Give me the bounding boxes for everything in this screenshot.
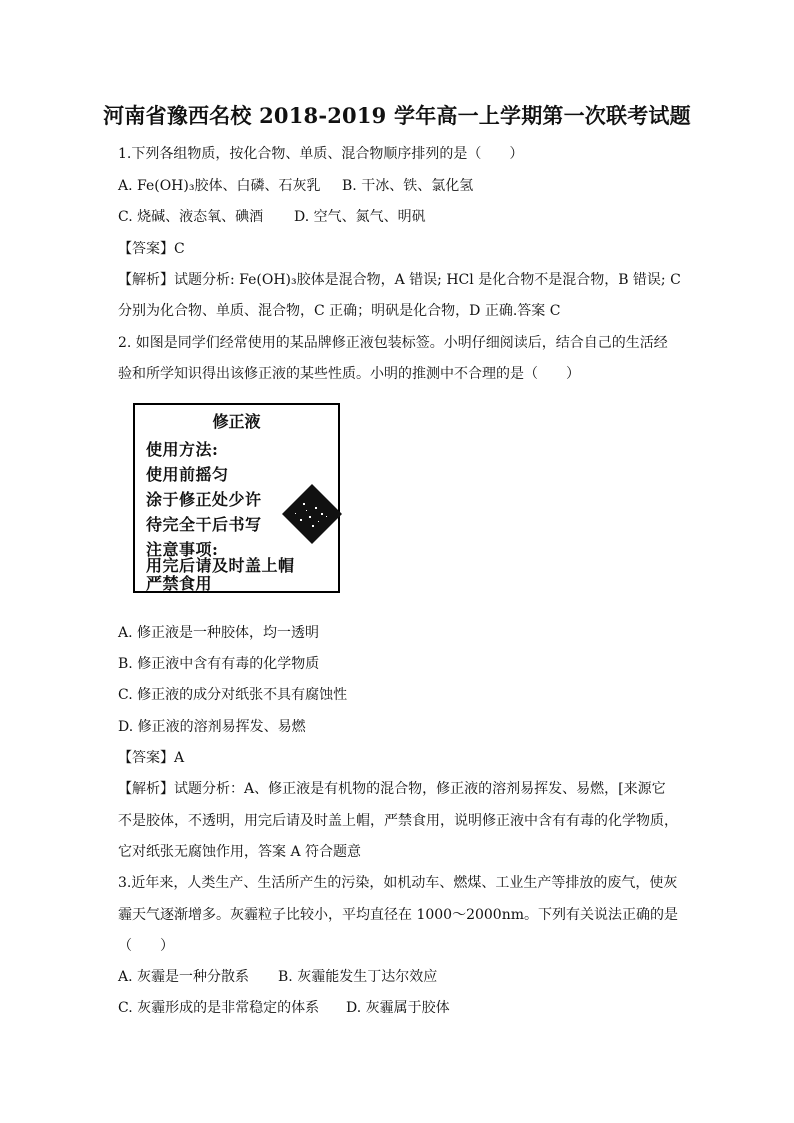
q1-answer: 【答案】C (118, 241, 185, 257)
q1-stem: 1.下列各组物质，按化合物、单质、混合物顺序排列的是（ ） (118, 146, 524, 162)
label-line-shake: 使用前摇匀 (146, 465, 229, 484)
label-line-cap: 用完后请及时盖上帽 (146, 556, 295, 575)
q3-option-a: A. 灰霾是一种分散系 (118, 969, 250, 985)
q2-stem-line-1: 2. 如图是同学们经常使用的某品牌修正液包装标签。小明仔细阅读后，结合自己的生活经 (118, 335, 668, 351)
label-line-dry: 待完全干后书写 (146, 515, 262, 534)
q3-stem-line-3: （ ） (118, 938, 174, 954)
q3-stem-line-1: 3.近年来，人类生产、生活所产生的污染，如机动车、燃煤、工业生产等排放的废气，使灰 (118, 875, 678, 891)
q1-analysis-line-2: 分别为化合物、单质、混合物，C 正确；明矾是化合物，D 正确.答案 C (118, 303, 561, 319)
label-line-notice-heading: 注意事项: (146, 540, 219, 559)
q2-analysis-line-1: 【解析】试题分析：A、修正液是有机物的混合物，修正液的溶剂易挥发、易燃，[来源它 (118, 781, 666, 797)
label-title: 修正液 (212, 412, 261, 431)
page-title: 河南省豫西名校 2018-2019 学年高一上学期第一次联考试题 (103, 103, 691, 128)
q2-stem-line-2: 验和所学知识得出该修正液的某些性质。小明的推测中不合理的是（ ） (118, 366, 580, 382)
q2-analysis-line-3: 它对纸张无腐蚀作用，答案 A 符合题意 (118, 844, 362, 860)
hazard-diamond-icon (281, 483, 343, 545)
q3-stem-line-2: 霾天气逐渐增多。灰霾粒子比较小，平均直径在 1000～2000nm。下列有关说法正确的是 (118, 907, 678, 923)
q2-option-a: A. 修正液是一种胶体，均一透明 (118, 625, 320, 641)
q2-option-d: D. 修正液的溶剂易挥发、易燃 (118, 719, 306, 735)
q1-option-a: A. Fe(OH)₃胶体、白磷、石灰乳 (118, 178, 321, 194)
q1-option-b: B. 干冰、铁、氯化氢 (342, 178, 474, 194)
q3-option-b: B. 灰霾能发生丁达尔效应 (278, 969, 438, 985)
q2-answer: 【答案】A (118, 750, 185, 766)
label-line-no-eat: 严禁食用 (146, 574, 213, 593)
q1-option-d: D. 空气、氮气、明矾 (294, 209, 426, 225)
q2-option-c: C. 修正液的成分对纸张不具有腐蚀性 (118, 687, 348, 703)
q2-analysis-line-2: 不是胶体，不透明，用完后请及时盖上帽，严禁食用，说明修正液中含有有毒的化学物质， (118, 813, 678, 829)
label-line-usage-heading: 使用方法: (146, 440, 219, 459)
correction-fluid-label-figure (133, 403, 340, 593)
q3-option-c: C. 灰霾形成的是非常稳定的体系 (118, 1000, 320, 1016)
q1-analysis-line-1: 【解析】试题分析: Fe(OH)₃胶体是混合物，A 错误; HCl 是化合物不是混合物，B 错误; C (118, 272, 681, 288)
q2-option-b: B. 修正液中含有有毒的化学物质 (118, 656, 320, 672)
label-line-apply: 涂于修正处少许 (146, 490, 262, 509)
q1-option-c: C. 烧碱、液态氧、碘酒 (118, 209, 264, 225)
q3-option-d: D. 灰霾属于胶体 (346, 1000, 450, 1016)
